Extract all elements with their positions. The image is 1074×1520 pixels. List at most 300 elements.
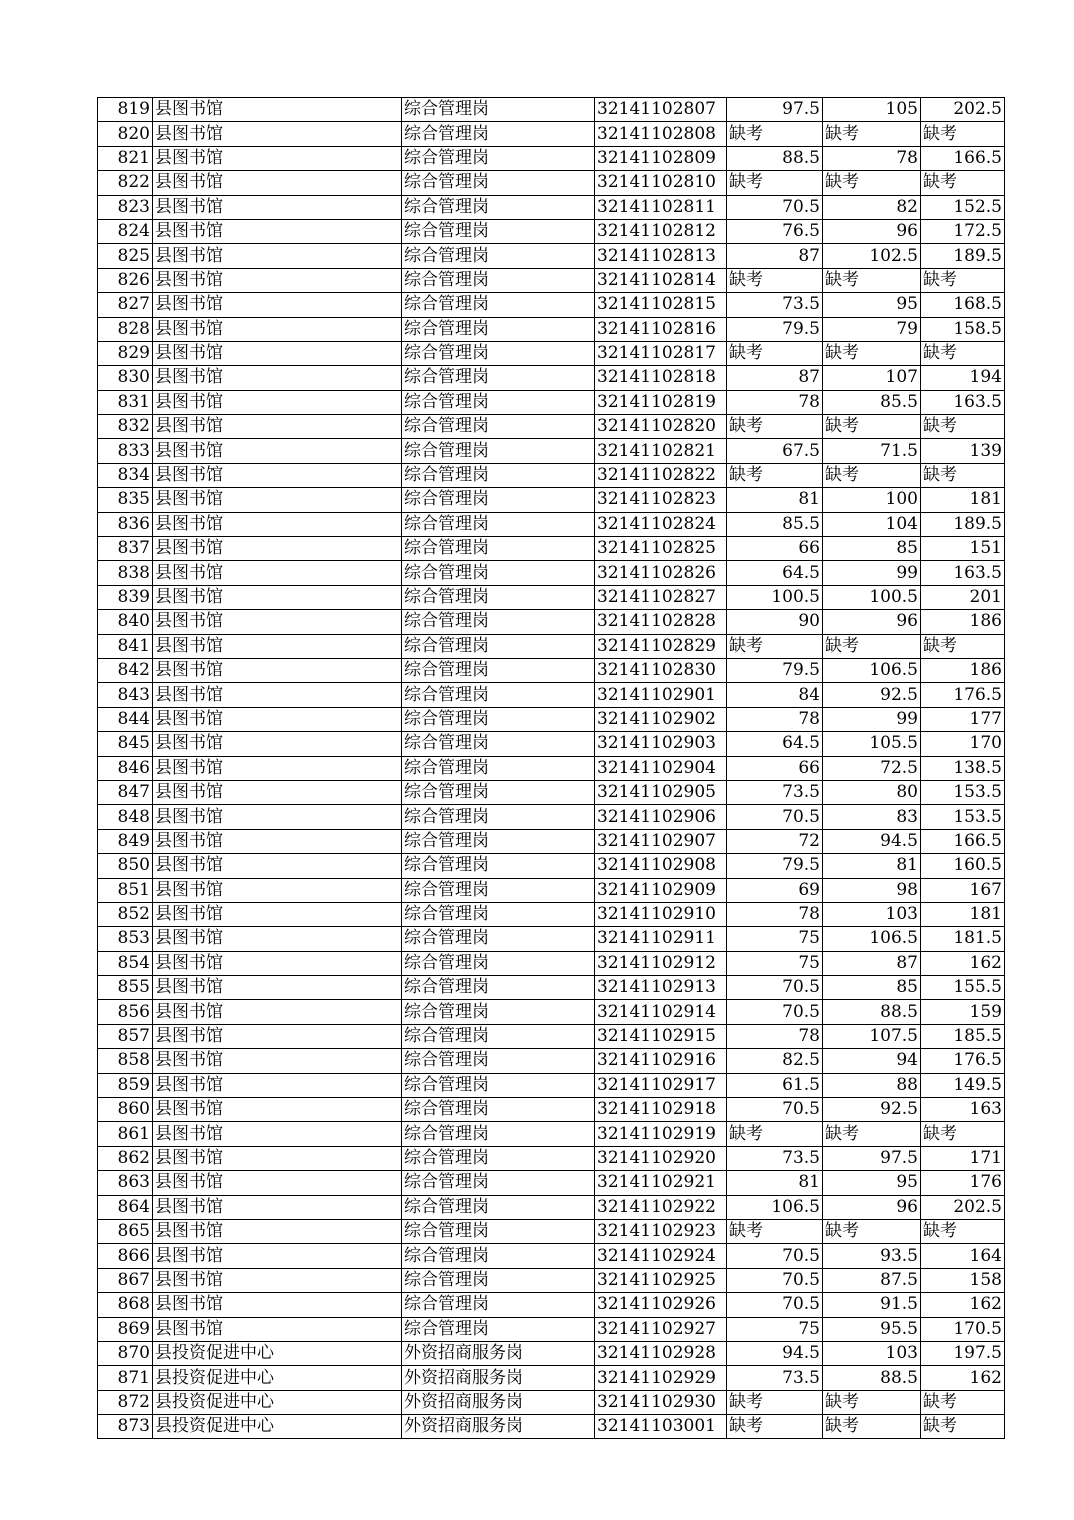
score-1-cell: 100.5 [727,585,823,609]
score-2-cell: 缺考 [823,1415,921,1439]
table-row [98,268,1005,292]
unit-name-cell: 县图书馆 [153,1049,402,1073]
table-row [98,976,1005,1000]
unit-name-cell: 县图书馆 [153,195,402,219]
table-row [98,366,1005,390]
exam-id-cell: 32141102920 [595,1146,727,1170]
total-score-cell: 171 [921,1146,1005,1170]
table-row [98,122,1005,146]
exam-id-cell: 32141102813 [595,244,727,268]
position-name-cell: 综合管理岗 [402,658,595,682]
position-name-cell: 综合管理岗 [402,585,595,609]
unit-name-cell: 县图书馆 [153,512,402,536]
position-name-cell: 综合管理岗 [402,268,595,292]
row-number-cell: 847 [98,780,153,804]
score-1-cell: 缺考 [727,1415,823,1439]
score-2-cell: 80 [823,780,921,804]
position-name-cell: 综合管理岗 [402,1098,595,1122]
table-row [98,732,1005,756]
score-1-cell: 85.5 [727,512,823,536]
score-2-cell: 98 [823,878,921,902]
position-name-cell: 综合管理岗 [402,976,595,1000]
total-score-cell: 缺考 [921,171,1005,195]
table-row [98,171,1005,195]
score-1-cell: 70.5 [727,1244,823,1268]
position-name-cell: 综合管理岗 [402,1244,595,1268]
position-name-cell: 综合管理岗 [402,512,595,536]
position-name-cell: 综合管理岗 [402,707,595,731]
table-row [98,146,1005,170]
position-name-cell: 综合管理岗 [402,561,595,585]
row-number-cell: 840 [98,610,153,634]
score-1-cell: 79.5 [727,317,823,341]
unit-name-cell: 县图书馆 [153,902,402,926]
table-row [98,1049,1005,1073]
score-1-cell: 79.5 [727,658,823,682]
total-score-cell: 缺考 [921,415,1005,439]
exam-id-cell: 32141102824 [595,512,727,536]
exam-id-cell: 32141102911 [595,927,727,951]
row-number-cell: 856 [98,1000,153,1024]
score-2-cell: 107.5 [823,1024,921,1048]
score-2-cell: 97.5 [823,1146,921,1170]
row-number-cell: 830 [98,366,153,390]
table-row [98,1268,1005,1292]
score-2-cell: 106.5 [823,927,921,951]
total-score-cell: 163.5 [921,561,1005,585]
position-name-cell: 综合管理岗 [402,439,595,463]
score-2-cell: 缺考 [823,268,921,292]
total-score-cell: 162 [921,1366,1005,1390]
score-1-cell: 缺考 [727,415,823,439]
position-name-cell: 综合管理岗 [402,122,595,146]
row-number-cell: 825 [98,244,153,268]
exam-id-cell: 32141102814 [595,268,727,292]
total-score-cell: 168.5 [921,293,1005,317]
unit-name-cell: 县图书馆 [153,244,402,268]
total-score-cell: 138.5 [921,756,1005,780]
score-1-cell: 66 [727,756,823,780]
position-name-cell: 综合管理岗 [402,634,595,658]
row-number-cell: 867 [98,1268,153,1292]
unit-name-cell: 县图书馆 [153,561,402,585]
unit-name-cell: 县图书馆 [153,98,402,122]
row-number-cell: 858 [98,1049,153,1073]
score-1-cell: 69 [727,878,823,902]
row-number-cell: 872 [98,1390,153,1414]
total-score-cell: 172.5 [921,219,1005,243]
score-2-cell: 94 [823,1049,921,1073]
score-1-cell: 97.5 [727,98,823,122]
score-2-cell: 79 [823,317,921,341]
total-score-cell: 159 [921,1000,1005,1024]
total-score-cell: 201 [921,585,1005,609]
table-row [98,1195,1005,1219]
exam-id-cell: 32141102825 [595,537,727,561]
table-row [98,1415,1005,1439]
score-1-cell: 64.5 [727,732,823,756]
unit-name-cell: 县图书馆 [153,829,402,853]
total-score-cell: 缺考 [921,1219,1005,1243]
row-number-cell: 861 [98,1122,153,1146]
score-1-cell: 72 [727,829,823,853]
unit-name-cell: 县图书馆 [153,780,402,804]
unit-name-cell: 县图书馆 [153,463,402,487]
score-2-cell: 88.5 [823,1366,921,1390]
unit-name-cell: 县图书馆 [153,634,402,658]
exam-id-cell: 32141102822 [595,463,727,487]
row-number-cell: 866 [98,1244,153,1268]
table-row [98,98,1005,122]
row-number-cell: 845 [98,732,153,756]
score-2-cell: 105 [823,98,921,122]
score-1-cell: 75 [727,951,823,975]
position-name-cell: 综合管理岗 [402,195,595,219]
score-2-cell: 85 [823,976,921,1000]
table-row [98,415,1005,439]
row-number-cell: 869 [98,1317,153,1341]
total-score-cell: 202.5 [921,98,1005,122]
score-2-cell: 95 [823,1171,921,1195]
row-number-cell: 834 [98,463,153,487]
score-1-cell: 缺考 [727,268,823,292]
exam-id-cell: 32141102922 [595,1195,727,1219]
position-name-cell: 综合管理岗 [402,902,595,926]
row-number-cell: 824 [98,219,153,243]
position-name-cell: 综合管理岗 [402,390,595,414]
table-row [98,512,1005,536]
score-1-cell: 76.5 [727,219,823,243]
score-2-cell: 93.5 [823,1244,921,1268]
table-body [98,98,1005,1439]
position-name-cell: 综合管理岗 [402,1171,595,1195]
total-score-cell: 170.5 [921,1317,1005,1341]
row-number-cell: 848 [98,805,153,829]
exam-id-cell: 32141102912 [595,951,727,975]
position-name-cell: 综合管理岗 [402,317,595,341]
score-1-cell: 75 [727,1317,823,1341]
unit-name-cell: 县图书馆 [153,878,402,902]
table-row [98,585,1005,609]
position-name-cell: 综合管理岗 [402,341,595,365]
score-1-cell: 缺考 [727,1390,823,1414]
exam-id-cell: 32141102908 [595,854,727,878]
unit-name-cell: 县图书馆 [153,122,402,146]
total-score-cell: 176 [921,1171,1005,1195]
score-1-cell: 82.5 [727,1049,823,1073]
exam-id-cell: 32141102918 [595,1098,727,1122]
total-score-cell: 158 [921,1268,1005,1292]
table-row [98,756,1005,780]
score-1-cell: 70.5 [727,195,823,219]
row-number-cell: 844 [98,707,153,731]
score-1-cell: 106.5 [727,1195,823,1219]
total-score-cell: 158.5 [921,317,1005,341]
table-row [98,1098,1005,1122]
row-number-cell: 855 [98,976,153,1000]
exam-id-cell: 32141102815 [595,293,727,317]
unit-name-cell: 县投资促进中心 [153,1341,402,1365]
table-row [98,463,1005,487]
exam-id-cell: 32141102823 [595,488,727,512]
row-number-cell: 864 [98,1195,153,1219]
exam-id-cell: 32141102914 [595,1000,727,1024]
exam-id-cell: 32141102928 [595,1341,727,1365]
table-row [98,951,1005,975]
score-2-cell: 78 [823,146,921,170]
exam-id-cell: 32141102903 [595,732,727,756]
exam-id-cell: 32141103001 [595,1415,727,1439]
unit-name-cell: 县图书馆 [153,658,402,682]
total-score-cell: 186 [921,610,1005,634]
table-row [98,878,1005,902]
score-1-cell: 90 [727,610,823,634]
row-number-cell: 828 [98,317,153,341]
row-number-cell: 837 [98,537,153,561]
row-number-cell: 829 [98,341,153,365]
row-number-cell: 831 [98,390,153,414]
table-row [98,805,1005,829]
unit-name-cell: 县图书馆 [153,683,402,707]
total-score-cell: 177 [921,707,1005,731]
table-row [98,1146,1005,1170]
exam-id-cell: 32141102917 [595,1073,727,1097]
exam-id-cell: 32141102915 [595,1024,727,1048]
row-number-cell: 850 [98,854,153,878]
unit-name-cell: 县图书馆 [153,293,402,317]
total-score-cell: 164 [921,1244,1005,1268]
total-score-cell: 162 [921,1293,1005,1317]
table-row [98,683,1005,707]
score-2-cell: 缺考 [823,1122,921,1146]
unit-name-cell: 县图书馆 [153,951,402,975]
exam-id-cell: 32141102821 [595,439,727,463]
unit-name-cell: 县图书馆 [153,415,402,439]
table-row [98,1244,1005,1268]
position-name-cell: 综合管理岗 [402,463,595,487]
score-1-cell: 70.5 [727,805,823,829]
score-1-cell: 缺考 [727,341,823,365]
position-name-cell: 综合管理岗 [402,171,595,195]
row-number-cell: 842 [98,658,153,682]
position-name-cell: 综合管理岗 [402,683,595,707]
position-name-cell: 综合管理岗 [402,829,595,853]
score-2-cell: 缺考 [823,1390,921,1414]
table-row [98,854,1005,878]
unit-name-cell: 县图书馆 [153,171,402,195]
score-2-cell: 缺考 [823,463,921,487]
unit-name-cell: 县图书馆 [153,488,402,512]
unit-name-cell: 县图书馆 [153,317,402,341]
unit-name-cell: 县图书馆 [153,732,402,756]
score-1-cell: 70.5 [727,1293,823,1317]
row-number-cell: 823 [98,195,153,219]
score-1-cell: 81 [727,1171,823,1195]
row-number-cell: 871 [98,1366,153,1390]
table-row [98,1317,1005,1341]
score-2-cell: 96 [823,219,921,243]
table-row [98,293,1005,317]
total-score-cell: 181.5 [921,927,1005,951]
total-score-cell: 缺考 [921,1415,1005,1439]
total-score-cell: 186 [921,658,1005,682]
total-score-cell: 153.5 [921,805,1005,829]
score-1-cell: 73.5 [727,293,823,317]
total-score-cell: 缺考 [921,122,1005,146]
score-1-cell: 73.5 [727,780,823,804]
total-score-cell: 160.5 [921,854,1005,878]
score-2-cell: 92.5 [823,1098,921,1122]
position-name-cell: 综合管理岗 [402,610,595,634]
exam-id-cell: 32141102905 [595,780,727,804]
position-name-cell: 综合管理岗 [402,293,595,317]
table-row [98,1122,1005,1146]
position-name-cell: 外资招商服务岗 [402,1390,595,1414]
table-row [98,1366,1005,1390]
total-score-cell: 189.5 [921,244,1005,268]
exam-id-cell: 32141102925 [595,1268,727,1292]
exam-id-cell: 32141102817 [595,341,727,365]
score-1-cell: 缺考 [727,171,823,195]
score-1-cell: 缺考 [727,122,823,146]
score-2-cell: 100 [823,488,921,512]
score-1-cell: 84 [727,683,823,707]
unit-name-cell: 县图书馆 [153,268,402,292]
exam-id-cell: 32141102809 [595,146,727,170]
total-score-cell: 缺考 [921,341,1005,365]
row-number-cell: 859 [98,1073,153,1097]
position-name-cell: 综合管理岗 [402,1000,595,1024]
score-1-cell: 缺考 [727,1219,823,1243]
exam-id-cell: 32141102926 [595,1293,727,1317]
unit-name-cell: 县图书馆 [153,1146,402,1170]
score-2-cell: 94.5 [823,829,921,853]
score-2-cell: 102.5 [823,244,921,268]
position-name-cell: 综合管理岗 [402,1024,595,1048]
table-row [98,610,1005,634]
position-name-cell: 综合管理岗 [402,1195,595,1219]
total-score-cell: 189.5 [921,512,1005,536]
score-1-cell: 75 [727,927,823,951]
row-number-cell: 838 [98,561,153,585]
exam-id-cell: 32141102923 [595,1219,727,1243]
row-number-cell: 836 [98,512,153,536]
position-name-cell: 综合管理岗 [402,537,595,561]
table-row [98,1171,1005,1195]
score-1-cell: 70.5 [727,1268,823,1292]
exam-id-cell: 32141102811 [595,195,727,219]
table-row [98,317,1005,341]
position-name-cell: 综合管理岗 [402,244,595,268]
row-number-cell: 852 [98,902,153,926]
unit-name-cell: 县投资促进中心 [153,1415,402,1439]
exam-id-cell: 32141102906 [595,805,727,829]
position-name-cell: 综合管理岗 [402,488,595,512]
score-1-cell: 79.5 [727,854,823,878]
position-name-cell: 外资招商服务岗 [402,1341,595,1365]
score-1-cell: 81 [727,488,823,512]
exam-id-cell: 32141102910 [595,902,727,926]
score-2-cell: 72.5 [823,756,921,780]
table-row [98,488,1005,512]
table-row [98,707,1005,731]
exam-id-cell: 32141102819 [595,390,727,414]
total-score-cell: 181 [921,488,1005,512]
score-2-cell: 96 [823,610,921,634]
score-1-cell: 66 [727,537,823,561]
score-2-cell: 71.5 [823,439,921,463]
table-row [98,1341,1005,1365]
position-name-cell: 综合管理岗 [402,951,595,975]
position-name-cell: 综合管理岗 [402,878,595,902]
exam-id-cell: 32141102820 [595,415,727,439]
unit-name-cell: 县图书馆 [153,756,402,780]
table-row [98,780,1005,804]
unit-name-cell: 县图书馆 [153,1000,402,1024]
score-1-cell: 70.5 [727,1098,823,1122]
total-score-cell: 缺考 [921,634,1005,658]
exam-id-cell: 32141102812 [595,219,727,243]
exam-id-cell: 32141102921 [595,1171,727,1195]
position-name-cell: 综合管理岗 [402,98,595,122]
score-2-cell: 100.5 [823,585,921,609]
exam-id-cell: 32141102830 [595,658,727,682]
unit-name-cell: 县图书馆 [153,1317,402,1341]
table-row [98,341,1005,365]
score-1-cell: 缺考 [727,463,823,487]
row-number-cell: 820 [98,122,153,146]
exam-id-cell: 32141102901 [595,683,727,707]
score-1-cell: 78 [727,1024,823,1048]
total-score-cell: 153.5 [921,780,1005,804]
position-name-cell: 综合管理岗 [402,415,595,439]
exam-id-cell: 32141102924 [595,1244,727,1268]
unit-name-cell: 县图书馆 [153,1171,402,1195]
score-1-cell: 78 [727,902,823,926]
score-2-cell: 缺考 [823,341,921,365]
position-name-cell: 综合管理岗 [402,1073,595,1097]
table-row [98,244,1005,268]
unit-name-cell: 县图书馆 [153,366,402,390]
position-name-cell: 综合管理岗 [402,1268,595,1292]
total-score-cell: 151 [921,537,1005,561]
row-number-cell: 839 [98,585,153,609]
row-number-cell: 826 [98,268,153,292]
row-number-cell: 860 [98,1098,153,1122]
total-score-cell: 166.5 [921,829,1005,853]
score-2-cell: 107 [823,366,921,390]
score-2-cell: 87 [823,951,921,975]
table-row [98,1293,1005,1317]
unit-name-cell: 县图书馆 [153,1024,402,1048]
score-2-cell: 95.5 [823,1317,921,1341]
score-2-cell: 81 [823,854,921,878]
unit-name-cell: 县图书馆 [153,439,402,463]
score-2-cell: 88 [823,1073,921,1097]
exam-id-cell: 32141102907 [595,829,727,853]
row-number-cell: 846 [98,756,153,780]
unit-name-cell: 县图书馆 [153,1244,402,1268]
row-number-cell: 854 [98,951,153,975]
score-2-cell: 99 [823,707,921,731]
score-2-cell: 99 [823,561,921,585]
score-2-cell: 87.5 [823,1268,921,1292]
unit-name-cell: 县投资促进中心 [153,1366,402,1390]
table-row [98,902,1005,926]
unit-name-cell: 县图书馆 [153,805,402,829]
exam-id-cell: 32141102826 [595,561,727,585]
row-number-cell: 821 [98,146,153,170]
